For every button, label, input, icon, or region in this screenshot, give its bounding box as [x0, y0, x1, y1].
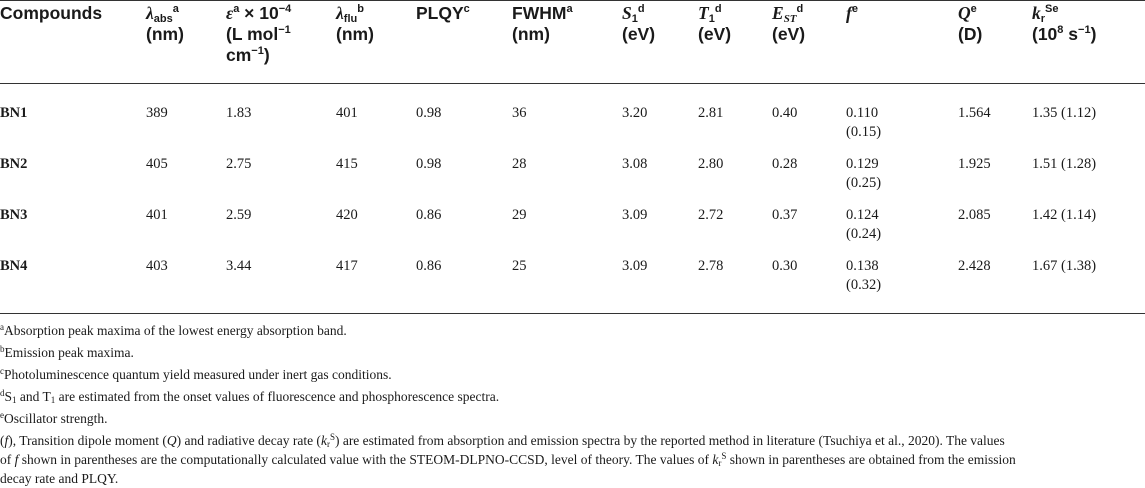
header-kr: $k_r^{Se}$ ($10^8$ $s^{-1}$) [1032, 3, 1097, 44]
header-compounds: Compounds [0, 3, 103, 23]
footnote-b: $^b$Emission peak maxima. [0, 344, 134, 360]
row-bn3-fwhm: 29 [512, 207, 527, 223]
row-bn3-f: 0.124 [846, 207, 879, 223]
row-bn1-lflu: 401 [336, 105, 358, 121]
row-bn4-lflu: 417 [336, 258, 358, 274]
row-bn1-eps: 1.83 [226, 105, 252, 121]
footnote-method-line3: decay rate and PLQY. [0, 471, 119, 486]
footnote-e: $^e$Oscillator strength. [0, 410, 108, 426]
row-bn3-eps: 2.59 [226, 207, 252, 223]
footnote-a: $^a$Absorption peak maxima of the lowest energy absorption band. [0, 322, 347, 338]
header-lambda-abs: $\lambda_{abs}^a$ (nm) [146, 3, 184, 44]
row-bn2-lflu: 415 [336, 156, 358, 172]
row-bn4-s1: 3.09 [622, 258, 648, 274]
row-bn4-plqy: 0.86 [416, 258, 442, 274]
row-bn3-plqy: 0.86 [416, 207, 442, 223]
row-bn4-est: 0.30 [772, 258, 798, 274]
row-bn1-f: 0.110 [846, 105, 879, 121]
row-bn3-compound: BN3 [0, 207, 28, 223]
row-bn2-t1: 2.80 [698, 156, 724, 172]
row-bn2-q: 1.925 [958, 156, 991, 172]
row-bn3-est: 0.37 [772, 207, 798, 223]
row-bn2-s1: 3.08 [622, 156, 648, 172]
header-lambda-flu: $\lambda_{flu}^b$ (nm) [336, 3, 374, 44]
row-bn2-compound: BN2 [0, 156, 28, 172]
table-bottom-rule [0, 313, 1145, 314]
header-plqy: PLQY$^c$ [416, 3, 470, 23]
row-bn1-compound: BN1 [0, 105, 28, 121]
row-bn4-eps: 3.44 [226, 258, 252, 274]
header-est: $E_{ST}^d$ (eV) [772, 3, 806, 44]
row-bn3-q: 2.085 [958, 207, 991, 223]
row-bn4-labs: 403 [146, 258, 168, 274]
row-bn1-s1: 3.20 [622, 105, 648, 121]
row-bn1-kr: 1.35 (1.12) [1032, 105, 1097, 121]
row-bn1-t1: 2.81 [698, 105, 724, 121]
row-bn3-labs: 401 [146, 207, 168, 223]
row-bn3-lflu: 420 [336, 207, 358, 223]
row-bn4-t1: 2.78 [698, 258, 724, 274]
row-bn4-f-calc: (0.32) [846, 277, 882, 293]
row-bn2-kr: 1.51 (1.28) [1032, 156, 1097, 172]
row-bn1-plqy: 0.98 [416, 105, 442, 121]
table-top-rule [0, 0, 1145, 1]
row-bn1-labs: 389 [146, 105, 168, 121]
row-bn2-f-calc: (0.25) [846, 175, 882, 191]
row-bn2-labs: 405 [146, 156, 168, 172]
header-epsilon: $\varepsilon^a \times 10^{-4}$ (L mol$^{-1}$ $cm^{-1}$) [226, 3, 292, 65]
row-bn1-est: 0.40 [772, 105, 798, 121]
row-bn3-kr: 1.42 (1.14) [1032, 207, 1097, 223]
footnote-method-line1: (f), Transition dipole moment (Q) and radiative decay rate $(k_r^S)$ are estimated from absorption and emission spectra by the reported method in literature (Tsuchiya et al., 2020). The values [0, 432, 1005, 449]
row-bn4-compound: BN4 [0, 258, 28, 274]
header-s1: $S_1^d$ (eV) [622, 3, 656, 44]
row-bn3-s1: 3.09 [622, 207, 648, 223]
row-bn2-eps: 2.75 [226, 156, 252, 172]
row-bn1-f-calc: (0.15) [846, 124, 882, 140]
row-bn4-q: 2.428 [958, 258, 991, 274]
row-bn3-f-calc: (0.24) [846, 226, 882, 242]
footnote-c: $^c$Photoluminescence quantum yield measured under inert gas conditions. [0, 366, 392, 382]
row-bn2-est: 0.28 [772, 156, 798, 172]
header-q: $Q^e$ (D) [958, 3, 983, 44]
footnote-method-line2: of f shown in parentheses are the computationally calculated value with the STEOM-DLPNO-CCSD, level of theory. The values of $k_r^S$ shown in parentheses are obtained from the emission [0, 451, 1016, 468]
row-bn1-fwhm: 36 [512, 105, 527, 121]
header-fwhm: FWHM$^a$ (nm) [512, 3, 573, 44]
header-t1: $T_1^d$ (eV) [698, 3, 732, 44]
row-bn2-plqy: 0.98 [416, 156, 442, 172]
header-rule [0, 83, 1145, 84]
row-bn4-fwhm: 25 [512, 258, 527, 274]
row-bn1-q: 1.564 [958, 105, 991, 121]
footnote-d: $^dS_1$ and $T_1$ are estimated from the onset values of fluorescence and phosphorescence spectra. [0, 388, 500, 405]
row-bn3-t1: 2.72 [698, 207, 724, 223]
row-bn2-fwhm: 28 [512, 156, 527, 172]
row-bn2-f: 0.129 [846, 156, 879, 172]
row-bn4-f: 0.138 [846, 258, 879, 274]
header-f: $f^e$ [846, 3, 858, 23]
row-bn4-kr: 1.67 (1.38) [1032, 258, 1097, 274]
